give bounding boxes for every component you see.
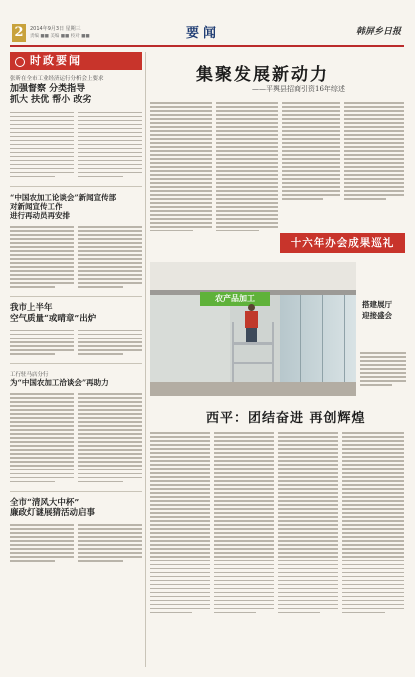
circle-icon	[15, 57, 25, 67]
story-separator	[10, 186, 142, 187]
section2-col3	[278, 430, 338, 616]
story5-headline: 全市“清风大中杯”	[10, 497, 80, 508]
story3-headline-line2: 空气质量“或晴章”出炉	[10, 313, 97, 324]
story1-kicker: 张昕在全市工业经济运行分析会上要求	[10, 76, 104, 82]
section2-col1	[150, 430, 210, 616]
photo-side-headline-line1: 搭建展厅	[362, 300, 392, 309]
story2-headline-line2: 对新闻宣传工作	[10, 202, 63, 211]
story2-headline: “中国农加工论谈会”新闻宣传部	[10, 192, 117, 202]
story-separator	[10, 363, 142, 364]
left-column	[10, 52, 142, 564]
story1-headline: 加强督察 分类指导	[10, 84, 86, 94]
main-headline: 集聚发展新动力	[196, 65, 329, 85]
section-banner	[10, 52, 142, 70]
story2-body	[10, 224, 142, 290]
story1-body	[10, 110, 142, 180]
story-separator	[10, 296, 142, 297]
section-title: 要闻	[186, 26, 221, 41]
news-photo	[150, 262, 356, 396]
newspaper-logo: 韩屏乡日报	[355, 27, 401, 37]
worker-figure	[248, 304, 255, 311]
story4-body	[10, 391, 142, 485]
main-subheadline: ——平舆县招商引资16年综述	[252, 85, 345, 93]
section2-col4	[342, 430, 404, 616]
photo-caption	[360, 350, 406, 388]
section2-col2	[214, 430, 274, 616]
main-story-col1	[150, 100, 212, 234]
banner-label: 时政要闻	[30, 54, 82, 67]
story3-headline: 我市上半年	[10, 302, 53, 313]
story1-subheadline: 抓大 扶优 帮小 改劣	[10, 95, 92, 106]
story-separator	[10, 491, 142, 492]
feature-banner: 十六年办会成果巡礼	[280, 233, 405, 253]
issue-date: 2014年9月3日 星期三	[30, 26, 81, 32]
main-story-col3	[282, 100, 340, 202]
masthead-rule	[10, 45, 404, 47]
main-story-col2	[216, 100, 278, 234]
photo-sign: 农产品加工	[200, 292, 270, 306]
story4-headline: 为“中国农加工洽谈会”再助力	[10, 378, 109, 388]
editor-credits: 责编 ■■ 美编 ■■ 校对 ■■	[30, 34, 90, 39]
story3-body	[10, 327, 142, 357]
story5-headline-line2: 廉政灯谜展猜活动启事	[10, 508, 96, 519]
story2-headline-line3: 进行再动员再安排	[10, 211, 70, 221]
page-number: 2	[12, 24, 26, 42]
section2-headline: 西平：团结奋进 再创辉煌	[206, 411, 366, 426]
main-story-col4	[344, 100, 404, 202]
story4-kicker: 工行驻马店分行	[10, 372, 49, 379]
column-divider	[145, 52, 146, 667]
masthead	[0, 0, 415, 48]
photo-side-headline	[362, 300, 392, 321]
photo-side-headline-line2: 迎接盛会	[362, 310, 392, 320]
story5-body	[10, 522, 142, 564]
